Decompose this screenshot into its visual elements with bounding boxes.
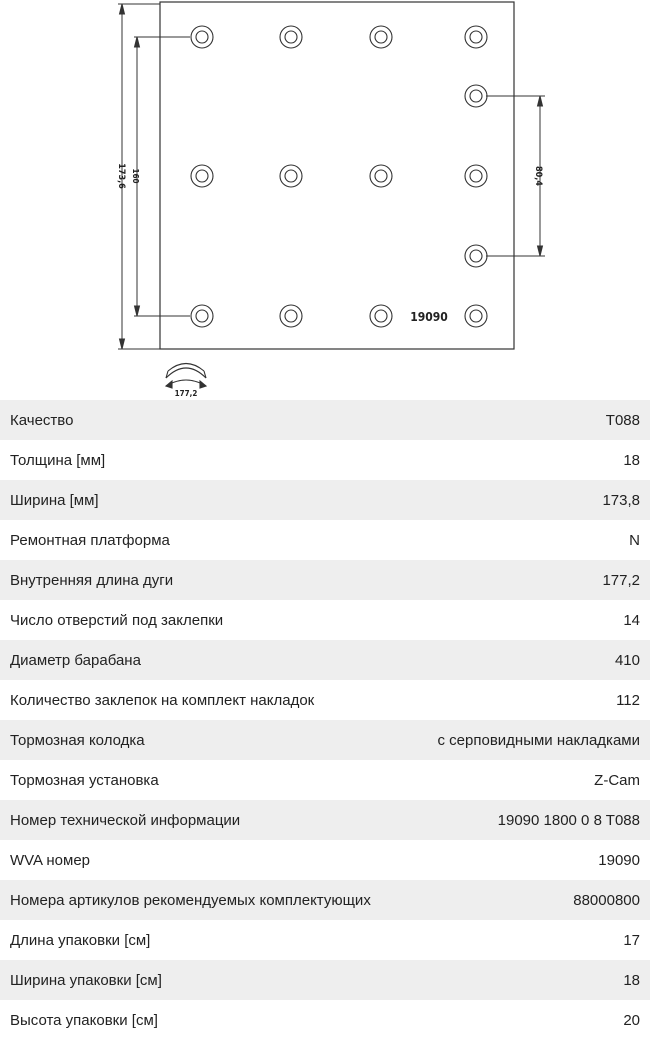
rivet-hole xyxy=(465,305,487,327)
spec-value: Z-Cam xyxy=(594,771,640,789)
spec-value: 19090 1800 0 8 T088 xyxy=(497,811,640,829)
arc-length-label: 177,2 xyxy=(174,389,198,398)
dimension-hole-span xyxy=(134,37,190,316)
rivet-hole xyxy=(370,165,392,187)
rivet-holes xyxy=(191,26,487,327)
spec-value: с серповидными накладками xyxy=(437,731,640,749)
part-number-label: 19090 xyxy=(410,310,448,324)
brake-lining-drawing xyxy=(0,0,650,400)
rivet-hole xyxy=(465,85,487,107)
rivet-hole xyxy=(465,26,487,48)
spec-label: Количество заклепок на комплект накладок xyxy=(10,691,315,709)
rivet-hole xyxy=(465,245,487,267)
spec-row xyxy=(0,600,650,640)
spec-label: Число отверстий под заклепки xyxy=(10,611,224,629)
rivet-hole xyxy=(370,305,392,327)
spec-value: 17 xyxy=(623,931,640,949)
rivet-hole xyxy=(370,26,392,48)
spec-label: Внутренняя длина дуги xyxy=(10,571,174,589)
spec-label: Тормозная установка xyxy=(10,771,159,789)
spec-value: T088 xyxy=(605,411,640,429)
spec-label: Номера артикулов рекомендуемых комплектующих xyxy=(10,891,371,909)
spec-label: Ширина [мм] xyxy=(10,491,99,509)
spec-label: Номер технической информации xyxy=(10,811,241,829)
spec-row xyxy=(0,640,650,680)
spec-row xyxy=(0,480,650,520)
spec-value: 20 xyxy=(623,1011,640,1029)
spec-row xyxy=(0,560,650,600)
dimension-total-height-label: 173,6 xyxy=(116,163,126,189)
spec-value: 18 xyxy=(623,971,640,989)
spec-label: Тормозная колодка xyxy=(10,731,145,749)
spec-label: Диаметр барабана xyxy=(10,651,141,669)
spec-row xyxy=(0,400,650,440)
spec-row xyxy=(0,800,650,840)
rivet-hole xyxy=(280,165,302,187)
spec-label: Толщина [мм] xyxy=(10,451,106,469)
spec-row xyxy=(0,720,650,760)
spec-label: Ремонтная платформа xyxy=(10,531,170,549)
dimension-hole-span-label: 160 xyxy=(131,168,140,184)
spec-value: 14 xyxy=(623,611,640,629)
spec-row xyxy=(0,920,650,960)
spec-row xyxy=(0,760,650,800)
rivet-hole xyxy=(191,26,213,48)
spec-value: 410 xyxy=(614,651,640,669)
spec-row xyxy=(0,440,650,480)
spec-row xyxy=(0,520,650,560)
specification-table xyxy=(0,400,650,1040)
spec-value: N xyxy=(629,531,640,549)
spec-value: 18 xyxy=(623,451,640,469)
spec-row xyxy=(0,880,650,920)
spec-label: Длина упаковки [см] xyxy=(10,931,151,949)
spec-value: 177,2 xyxy=(602,571,640,589)
spec-label: Высота упаковки [см] xyxy=(10,1011,158,1029)
rivet-hole xyxy=(191,305,213,327)
spec-label: Ширина упаковки [см] xyxy=(10,971,162,989)
rivet-hole xyxy=(280,305,302,327)
spec-label: WVA номер xyxy=(10,851,91,869)
rivet-hole xyxy=(191,165,213,187)
spec-row xyxy=(0,840,650,880)
spec-row xyxy=(0,1000,650,1040)
spec-row xyxy=(0,680,650,720)
rivet-hole xyxy=(465,165,487,187)
spec-value: 19090 xyxy=(598,851,640,869)
dimension-right-span-label: 80,4 xyxy=(533,166,543,186)
spec-row xyxy=(0,960,650,1000)
arc-length-icon xyxy=(166,364,206,389)
spec-value: 88000800 xyxy=(573,891,640,909)
rivet-hole xyxy=(280,26,302,48)
spec-label: Качество xyxy=(10,411,74,429)
spec-value: 173,8 xyxy=(602,491,640,509)
spec-value: 112 xyxy=(616,691,640,709)
